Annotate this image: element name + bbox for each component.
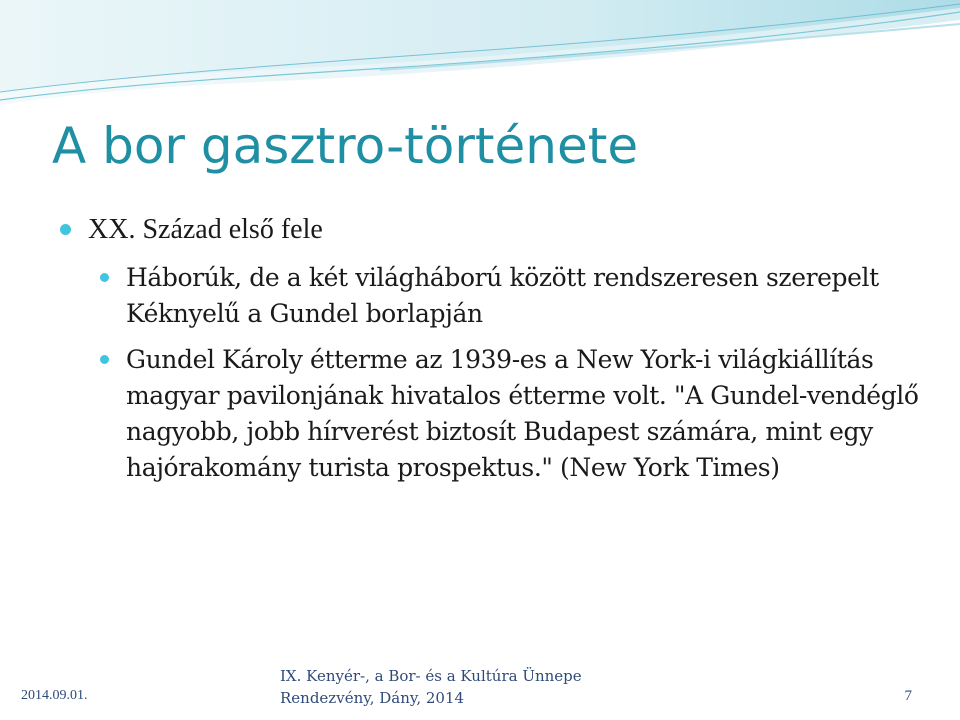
sub-bullet-item: [100, 260, 920, 332]
sub-bullet-item: [100, 342, 920, 486]
slide-content: [60, 212, 920, 496]
header-wave-decoration: [0, 0, 960, 130]
bullet-text: XX. Század első fele: [88, 214, 323, 245]
bullet-dot-icon: [100, 355, 109, 364]
footer-event-line2: Rendezvény, Dány, 2014: [280, 689, 465, 707]
bullet-dot-icon: [60, 224, 71, 235]
bullet-dot-icon: [100, 273, 109, 282]
slide-title: A bor gasztro-története: [52, 117, 639, 175]
bullet-item: [60, 212, 920, 248]
footer-event-line1: IX. Kenyér-, a Bor- és a Kultúra Ünnepe: [280, 667, 582, 685]
footer-date: 2014.09.01.: [21, 688, 88, 703]
page-number: 7: [904, 688, 912, 704]
sub-bullet-text: Gundel Károly étterme az 1939-es a New York-i világkiállítás magyar pavilonjának hivatalos étterme volt. "A Gundel-vendéglő nagyobb, jobb hírverést biztosít Budapest számára, mint egy hajórakomány turista prospektus." (New York Times): [126, 345, 919, 482]
sub-bullet-text: Háborúk, de a két világháború között rendszeresen szerepelt Kéknyelű a Gundel borlapján: [126, 263, 879, 328]
footer-event: [280, 665, 582, 709]
